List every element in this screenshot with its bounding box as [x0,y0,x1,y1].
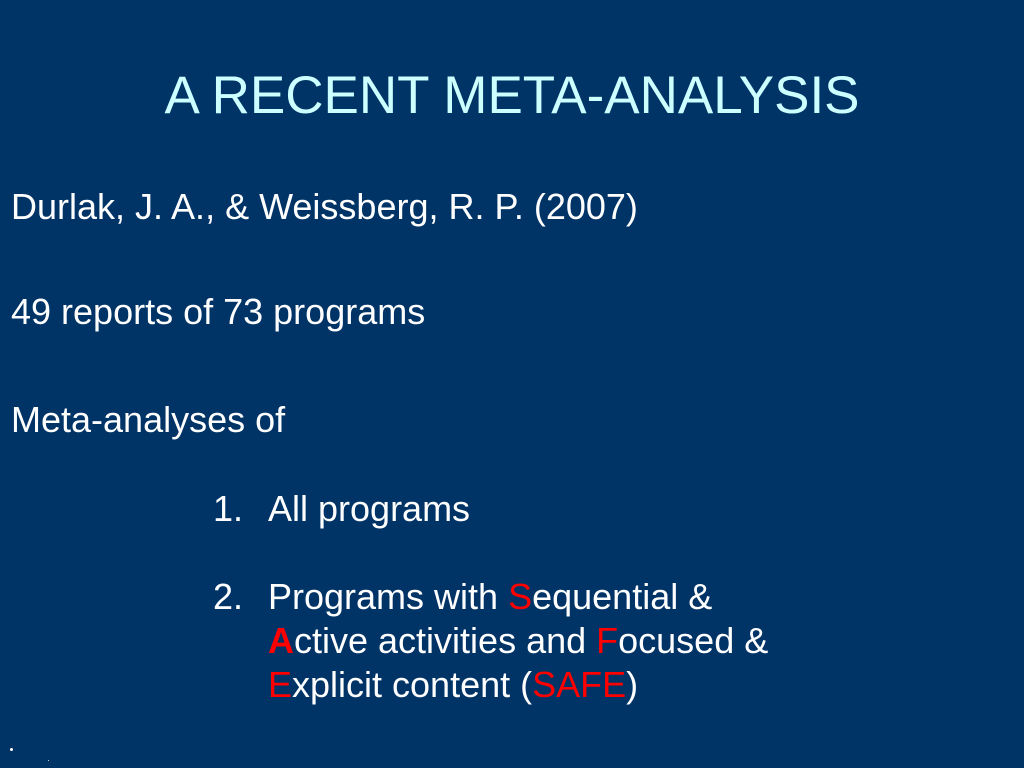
continuation-text-post: ocused & [618,620,769,661]
list-item-text-pre: Programs with [268,576,509,617]
slide-title: A RECENT META-ANALYSIS [164,66,860,125]
letter-s: S [508,576,533,617]
list-number: 2. [213,576,244,617]
closing-paren: ) [626,664,639,705]
list-number: 1. [213,488,244,529]
letter-f: F [596,620,619,661]
list-item-continuation-2 [268,663,638,707]
list-item-text: All programs [268,488,471,529]
continuation-text: xplicit content ( [292,664,533,705]
letter-e: E [268,664,293,705]
meta-analyses-line: Meta-analyses of [11,399,286,440]
letter-a: A [268,620,294,661]
reports-line: 49 reports of 73 programs [11,291,426,332]
citation-line: Durlak, J. A., & Weissberg, R. P. (2007) [11,186,638,227]
decorative-dot [48,760,49,761]
list-item-text-post: equential & [532,576,713,617]
continuation-text: ctive activities and [294,620,597,661]
list-item-continuation-1 [268,619,768,663]
decorative-dot [10,748,13,751]
list-item-safe-programs [213,575,712,619]
safe-acronym: SAFE [532,664,627,705]
list-item-all-programs [213,487,470,531]
